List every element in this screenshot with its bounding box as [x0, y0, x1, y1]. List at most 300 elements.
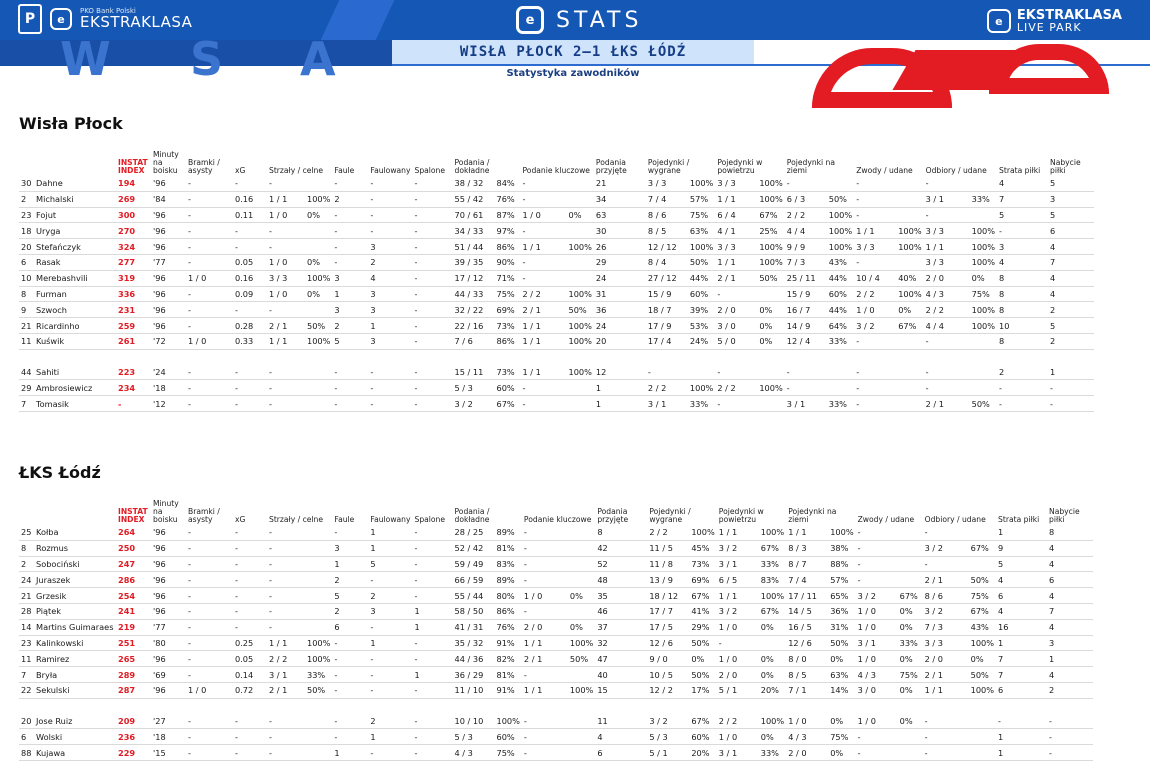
stat-cell: 5: [996, 556, 1047, 572]
player-number: 25: [21, 527, 32, 538]
stat-cell: [896, 380, 923, 396]
stat-cell: 66 / 59: [453, 572, 495, 588]
stat-cell: -: [522, 714, 568, 729]
stat-cell: [896, 207, 923, 223]
stat-cell: 1 / 1: [715, 254, 757, 270]
stat-cell: 1: [368, 729, 412, 745]
stat-cell: 2 / 1: [267, 318, 305, 334]
player-cell[interactable]: [19, 667, 116, 683]
player-number: 29: [21, 382, 32, 393]
table-row[interactable]: [19, 540, 1093, 556]
player-name[interactable]: Martins Guimaraes: [36, 622, 114, 633]
instat-index-cell: 254: [116, 588, 151, 604]
stat-cell: 1: [996, 525, 1047, 540]
stat-cell: 4: [997, 176, 1048, 191]
stat-cell: -: [413, 380, 453, 396]
stat-cell: 4: [1047, 619, 1093, 635]
player-name[interactable]: Ricardinho: [36, 320, 80, 331]
player-number: 11: [21, 653, 32, 664]
stat-cell: 4: [997, 254, 1048, 270]
stat-cell: 2 / 2: [715, 380, 757, 396]
stat-cell: 69%: [689, 572, 716, 588]
instat-index-cell: 286: [116, 572, 151, 588]
stats-table-away: [19, 496, 1093, 761]
player-cell[interactable]: [19, 572, 116, 588]
stat-cell: [568, 556, 595, 572]
player-name[interactable]: Dahne: [36, 178, 63, 189]
player-cell[interactable]: [19, 588, 116, 604]
stat-cell: 100%: [567, 318, 594, 334]
stat-cell: 100%: [305, 191, 332, 207]
stat-cell: -: [413, 286, 453, 302]
stat-cell: -: [368, 365, 412, 380]
player-name[interactable]: Grzesik: [36, 590, 67, 601]
live-park-logo[interactable]: [987, 9, 1122, 33]
stat-cell: 100%: [827, 239, 854, 255]
stat-cell: 3 / 2: [923, 603, 969, 619]
stat-cell: 86%: [495, 603, 522, 619]
stat-cell: 3 / 1: [717, 556, 759, 572]
stat-cell: 2 / 0: [924, 270, 970, 286]
player-name[interactable]: Michalski: [36, 194, 74, 205]
instat-index-cell: 247: [116, 556, 151, 572]
column-header-shots: Strzały / celne: [269, 515, 324, 524]
stat-cell: 34 / 33: [453, 223, 495, 239]
live-park-badge-icon: e: [987, 9, 1011, 33]
stat-cell: [898, 745, 923, 761]
stat-cell: 100%: [495, 714, 522, 729]
stat-cell: 20%: [759, 682, 786, 698]
stat-cell: 8 / 5: [786, 667, 828, 683]
player-cell[interactable]: [19, 556, 116, 572]
stat-cell: 100%: [759, 525, 786, 540]
table-row[interactable]: [19, 572, 1093, 588]
stat-cell: -: [413, 540, 453, 556]
stat-cell: 8: [997, 302, 1048, 318]
stat-cell: -: [233, 572, 267, 588]
table-row[interactable]: [19, 286, 1094, 302]
table-row[interactable]: [19, 270, 1094, 286]
table-row[interactable]: [19, 714, 1093, 729]
stat-cell: 67%: [896, 318, 923, 334]
player-cell[interactable]: [19, 635, 116, 651]
stat-cell: 100%: [567, 239, 594, 255]
stat-cell: 32 / 22: [453, 302, 495, 318]
stat-cell: 1 / 0: [717, 651, 759, 667]
stat-cell: 2: [368, 714, 412, 729]
stat-cell: 75%: [970, 286, 997, 302]
table-row[interactable]: [19, 651, 1093, 667]
stat-cell: [305, 619, 332, 635]
stat-cell: 100%: [896, 286, 923, 302]
stat-cell: [567, 396, 594, 412]
table-row[interactable]: [19, 223, 1094, 239]
stat-cell: [567, 176, 594, 191]
stat-cell: 1: [332, 556, 368, 572]
stat-cell: -: [997, 380, 1048, 396]
table-row[interactable]: [19, 254, 1094, 270]
table-row[interactable]: [19, 635, 1093, 651]
stat-cell: 50%: [828, 635, 855, 651]
stat-cell: 50%: [969, 572, 996, 588]
table-row[interactable]: [19, 333, 1094, 349]
stat-cell: 46: [595, 603, 647, 619]
player-name[interactable]: Szwoch: [36, 304, 67, 315]
stat-cell: 65%: [828, 588, 855, 604]
player-cell[interactable]: [19, 365, 116, 380]
instat-index-cell: 287: [116, 682, 151, 698]
player-name[interactable]: Rozmus: [36, 543, 69, 554]
stat-cell: 59 / 49: [453, 556, 495, 572]
player-cell[interactable]: [19, 254, 116, 270]
stat-cell: 9 / 9: [785, 239, 827, 255]
stat-cell: 8 / 4: [646, 254, 688, 270]
stat-cell: [898, 729, 923, 745]
stat-cell: 67%: [969, 603, 996, 619]
stat-cell: -: [854, 333, 896, 349]
stat-cell: 45%: [689, 540, 716, 556]
stat-cell: 17 / 4: [646, 333, 688, 349]
stat-cell: 3 / 0: [856, 682, 898, 698]
stat-cell: 5 / 3: [453, 729, 495, 745]
stat-cell: 100%: [757, 380, 784, 396]
stat-cell: -: [856, 540, 898, 556]
player-cell[interactable]: [19, 223, 116, 239]
column-header-ground: Pojedynki na ziemi: [788, 507, 837, 524]
instat-index-cell: 324: [116, 239, 151, 255]
stat-cell: 41 / 31: [453, 619, 495, 635]
player-cell[interactable]: [19, 651, 116, 667]
stat-cell: -: [267, 603, 305, 619]
player-name[interactable]: Fojut: [36, 209, 57, 220]
stat-cell: 5: [332, 588, 368, 604]
stat-cell: 57%: [828, 572, 855, 588]
stat-cell: -: [332, 396, 368, 412]
player-cell[interactable]: [19, 239, 116, 255]
stat-cell: '96: [151, 556, 186, 572]
stat-cell: 73%: [689, 556, 716, 572]
player-cell[interactable]: [19, 176, 116, 191]
player-number: 28: [21, 606, 32, 617]
player-name[interactable]: Ramirez: [36, 653, 70, 664]
stat-cell: 0%: [305, 286, 332, 302]
stat-cell: -: [233, 223, 267, 239]
player-cell[interactable]: [19, 302, 116, 318]
stat-cell: 1 / 0: [854, 302, 896, 318]
player-number: 2: [21, 194, 27, 205]
stat-cell: 12 / 6: [786, 635, 828, 651]
stat-cell: 6: [595, 745, 647, 761]
stat-cell: -: [522, 603, 568, 619]
stat-cell: -: [233, 603, 267, 619]
player-number: 18: [21, 225, 32, 236]
table-row[interactable]: [19, 667, 1093, 683]
player-name[interactable]: Ambrosiewicz: [36, 382, 93, 393]
stat-cell: 7: [1048, 254, 1094, 270]
table-row[interactable]: [19, 191, 1094, 207]
instat-index-cell: 219: [116, 619, 151, 635]
stat-cell: -: [186, 176, 233, 191]
table-row[interactable]: [19, 365, 1094, 380]
player-name[interactable]: Bryła: [36, 669, 58, 680]
stat-cell: 3: [368, 302, 412, 318]
stat-cell: 4 / 3: [856, 667, 898, 683]
stat-cell: -: [186, 540, 233, 556]
player-name[interactable]: Kuświk: [36, 336, 65, 347]
player-name[interactable]: Rasak: [36, 257, 61, 268]
player-name[interactable]: Sekulski: [36, 685, 70, 696]
player-name[interactable]: Piątek: [36, 606, 62, 617]
column-header-minutes: Minuty na boisku: [153, 150, 179, 175]
stat-cell: -: [186, 302, 233, 318]
player-name[interactable]: Tomasik: [36, 398, 69, 409]
stat-cell: -: [521, 254, 567, 270]
stat-cell: -: [854, 396, 896, 412]
stat-cell: 2: [332, 191, 368, 207]
stat-cell: 3: [1048, 191, 1094, 207]
stat-cell: [970, 380, 997, 396]
stat-cell: 1 / 0: [522, 588, 568, 604]
stat-cell: 0.16: [233, 270, 267, 286]
stat-cell: [757, 396, 784, 412]
stat-cell: 0%: [898, 619, 923, 635]
stat-cell: -: [521, 223, 567, 239]
stat-cell: 0%: [969, 651, 996, 667]
stat-cell: 82%: [495, 651, 522, 667]
stat-cell: '96: [151, 302, 186, 318]
stat-cell: -: [1048, 380, 1094, 396]
player-name[interactable]: Stefańczyk: [36, 241, 81, 252]
player-cell[interactable]: [19, 603, 116, 619]
stat-cell: 3: [332, 540, 368, 556]
stat-cell: 37: [595, 619, 647, 635]
stat-cell: -: [413, 525, 453, 540]
column-header-offsides: Spalone: [414, 166, 446, 175]
stat-cell: -: [856, 572, 898, 588]
column-header-index: INSTAT INDEX: [118, 507, 148, 524]
table-row[interactable]: [19, 682, 1093, 698]
stat-cell: [305, 176, 332, 191]
stat-cell: [827, 176, 854, 191]
table-row[interactable]: [19, 556, 1093, 572]
stat-cell: [567, 380, 594, 396]
instat-index-cell: 269: [116, 191, 151, 207]
stat-cell: 2: [1048, 333, 1094, 349]
player-number: 20: [21, 715, 32, 726]
player-name[interactable]: Furman: [36, 288, 67, 299]
stat-cell: 36%: [828, 603, 855, 619]
player-cell[interactable]: [19, 745, 116, 761]
player-cell[interactable]: [19, 525, 116, 540]
player-cell[interactable]: [19, 396, 116, 412]
stat-cell: [305, 588, 332, 604]
stat-cell: 48: [595, 572, 647, 588]
table-row[interactable]: [19, 729, 1093, 745]
stat-cell: 3 / 2: [453, 396, 495, 412]
instat-index-cell: 209: [116, 714, 151, 729]
stat-cell: -: [1047, 729, 1093, 745]
stat-cell: -: [267, 239, 305, 255]
player-name[interactable]: Kołba: [36, 527, 59, 538]
stat-cell: 1 / 1: [522, 635, 568, 651]
player-name[interactable]: Jose Ruiz: [36, 715, 73, 726]
player-name[interactable]: Kalinkowski: [36, 637, 84, 648]
player-number: 24: [21, 574, 32, 585]
table-row[interactable]: [19, 619, 1093, 635]
stat-cell: -: [413, 318, 453, 334]
stat-cell: 0%: [759, 667, 786, 683]
column-header-xg: xG: [235, 166, 246, 175]
stat-cell: 55 / 42: [453, 191, 495, 207]
table-row[interactable]: [19, 176, 1094, 191]
table-row[interactable]: [19, 207, 1094, 223]
player-cell[interactable]: [19, 191, 116, 207]
table-row[interactable]: [19, 603, 1093, 619]
stat-cell: 1: [368, 540, 412, 556]
player-cell[interactable]: [19, 270, 116, 286]
stat-cell: -: [186, 556, 233, 572]
stat-cell: 88%: [828, 556, 855, 572]
player-cell[interactable]: [19, 380, 116, 396]
stat-cell: -: [522, 572, 568, 588]
stat-cell: -: [996, 714, 1047, 729]
stat-cell: [757, 286, 784, 302]
stat-cell: 52 / 42: [453, 540, 495, 556]
stat-cell: 0.11: [233, 207, 267, 223]
column-header-key_passes: Podanie kluczowe: [523, 515, 592, 524]
player-name[interactable]: Kujawa: [36, 747, 66, 758]
stat-cell: 60%: [689, 729, 716, 745]
stat-cell: 60%: [495, 380, 521, 396]
stat-cell: -: [368, 667, 412, 683]
stat-cell: -: [332, 667, 368, 683]
stat-cell: -: [997, 396, 1048, 412]
player-cell[interactable]: [19, 207, 116, 223]
stat-cell: 0%: [970, 270, 997, 286]
stat-cell: 7: [996, 651, 1047, 667]
stat-cell: 75%: [969, 588, 996, 604]
stat-cell: 17%: [689, 682, 716, 698]
stat-cell: 3 / 3: [715, 176, 757, 191]
stat-cell: -: [413, 254, 453, 270]
stat-cell: 1: [996, 745, 1047, 761]
player-name[interactable]: Wolski: [36, 731, 63, 742]
stat-cell: -: [521, 270, 567, 286]
stat-cell: -: [186, 365, 233, 380]
player-number: 23: [21, 637, 32, 648]
stat-cell: 100%: [757, 191, 784, 207]
player-name[interactable]: Juraszek: [36, 574, 71, 585]
table-row[interactable]: [19, 380, 1094, 396]
stat-cell: [970, 176, 997, 191]
stat-cell: 1: [368, 635, 412, 651]
stat-cell: 43%: [827, 254, 854, 270]
stat-cell: '96: [151, 286, 186, 302]
stat-cell: 3 / 2: [856, 588, 898, 604]
stat-cell: 100%: [970, 302, 997, 318]
instat-index-cell: 251: [116, 635, 151, 651]
stat-cell: [969, 556, 996, 572]
stat-cell: -: [267, 745, 305, 761]
table-row[interactable]: [19, 239, 1094, 255]
table-row[interactable]: [19, 525, 1093, 540]
table-row[interactable]: [19, 588, 1093, 604]
stat-cell: -: [785, 380, 827, 396]
player-name[interactable]: Sobociński: [36, 558, 80, 569]
player-cell[interactable]: [19, 714, 116, 729]
stats-logo[interactable]: [516, 6, 642, 34]
stat-cell: 100%: [827, 207, 854, 223]
team-title-away: ŁKS Łódź: [19, 463, 101, 482]
player-cell[interactable]: [19, 619, 116, 635]
table-row[interactable]: [19, 302, 1094, 318]
table-row[interactable]: [19, 396, 1094, 412]
table-row[interactable]: [19, 745, 1093, 761]
stat-cell: -: [413, 191, 453, 207]
player-name[interactable]: Merebashvili: [36, 273, 88, 284]
player-cell[interactable]: [19, 540, 116, 556]
stat-cell: -: [233, 525, 267, 540]
stat-cell: -: [856, 745, 898, 761]
stat-cell: -: [186, 745, 233, 761]
stat-cell: 55 / 44: [453, 588, 495, 604]
stat-cell: -: [233, 540, 267, 556]
player-number: 14: [21, 622, 32, 633]
stat-cell: 50%: [689, 635, 716, 651]
player-number: 21: [21, 590, 32, 601]
page-subtitle: Statystyka zawodników: [506, 68, 640, 79]
stat-cell: 22 / 16: [453, 318, 495, 334]
column-header-shots: Strzały / celne: [269, 166, 324, 175]
stat-cell: [568, 603, 595, 619]
player-cell[interactable]: [19, 286, 116, 302]
stat-cell: 100%: [970, 318, 997, 334]
player-cell[interactable]: [19, 729, 116, 745]
column-header-losses: Strata piłki: [999, 166, 1041, 175]
player-cell[interactable]: [19, 318, 116, 334]
player-name[interactable]: Sahiti: [36, 366, 60, 377]
stat-cell: 100%: [896, 223, 923, 239]
stat-cell: 38%: [828, 540, 855, 556]
stat-cell: 16 / 7: [785, 302, 827, 318]
stat-cell: 2: [368, 588, 412, 604]
stat-cell: 5 / 3: [647, 729, 689, 745]
stat-cell: [305, 365, 332, 380]
stat-cell: [305, 396, 332, 412]
player-cell[interactable]: [19, 333, 116, 349]
table-row[interactable]: [19, 318, 1094, 334]
stat-cell: -: [413, 223, 453, 239]
stat-cell: 3 / 3: [854, 239, 896, 255]
stat-cell: 63%: [828, 667, 855, 683]
player-name[interactable]: Uryga: [36, 225, 61, 236]
player-number: 88: [21, 747, 32, 758]
stat-cell: 36 / 29: [453, 667, 495, 683]
ekstraklasa-logo[interactable]: [18, 4, 192, 34]
stat-cell: 20: [594, 333, 646, 349]
stat-cell: 40%: [896, 270, 923, 286]
stat-cell: 14 / 9: [785, 318, 827, 334]
stat-cell: [969, 745, 996, 761]
stat-cell: 29: [594, 254, 646, 270]
stat-cell: -: [186, 191, 233, 207]
stat-cell: 100%: [305, 333, 332, 349]
stat-cell: 4 / 1: [715, 223, 757, 239]
stat-cell: '12: [151, 396, 186, 412]
player-cell[interactable]: [19, 682, 116, 698]
stat-cell: 1 / 1: [267, 635, 305, 651]
stat-cell: -: [267, 572, 305, 588]
